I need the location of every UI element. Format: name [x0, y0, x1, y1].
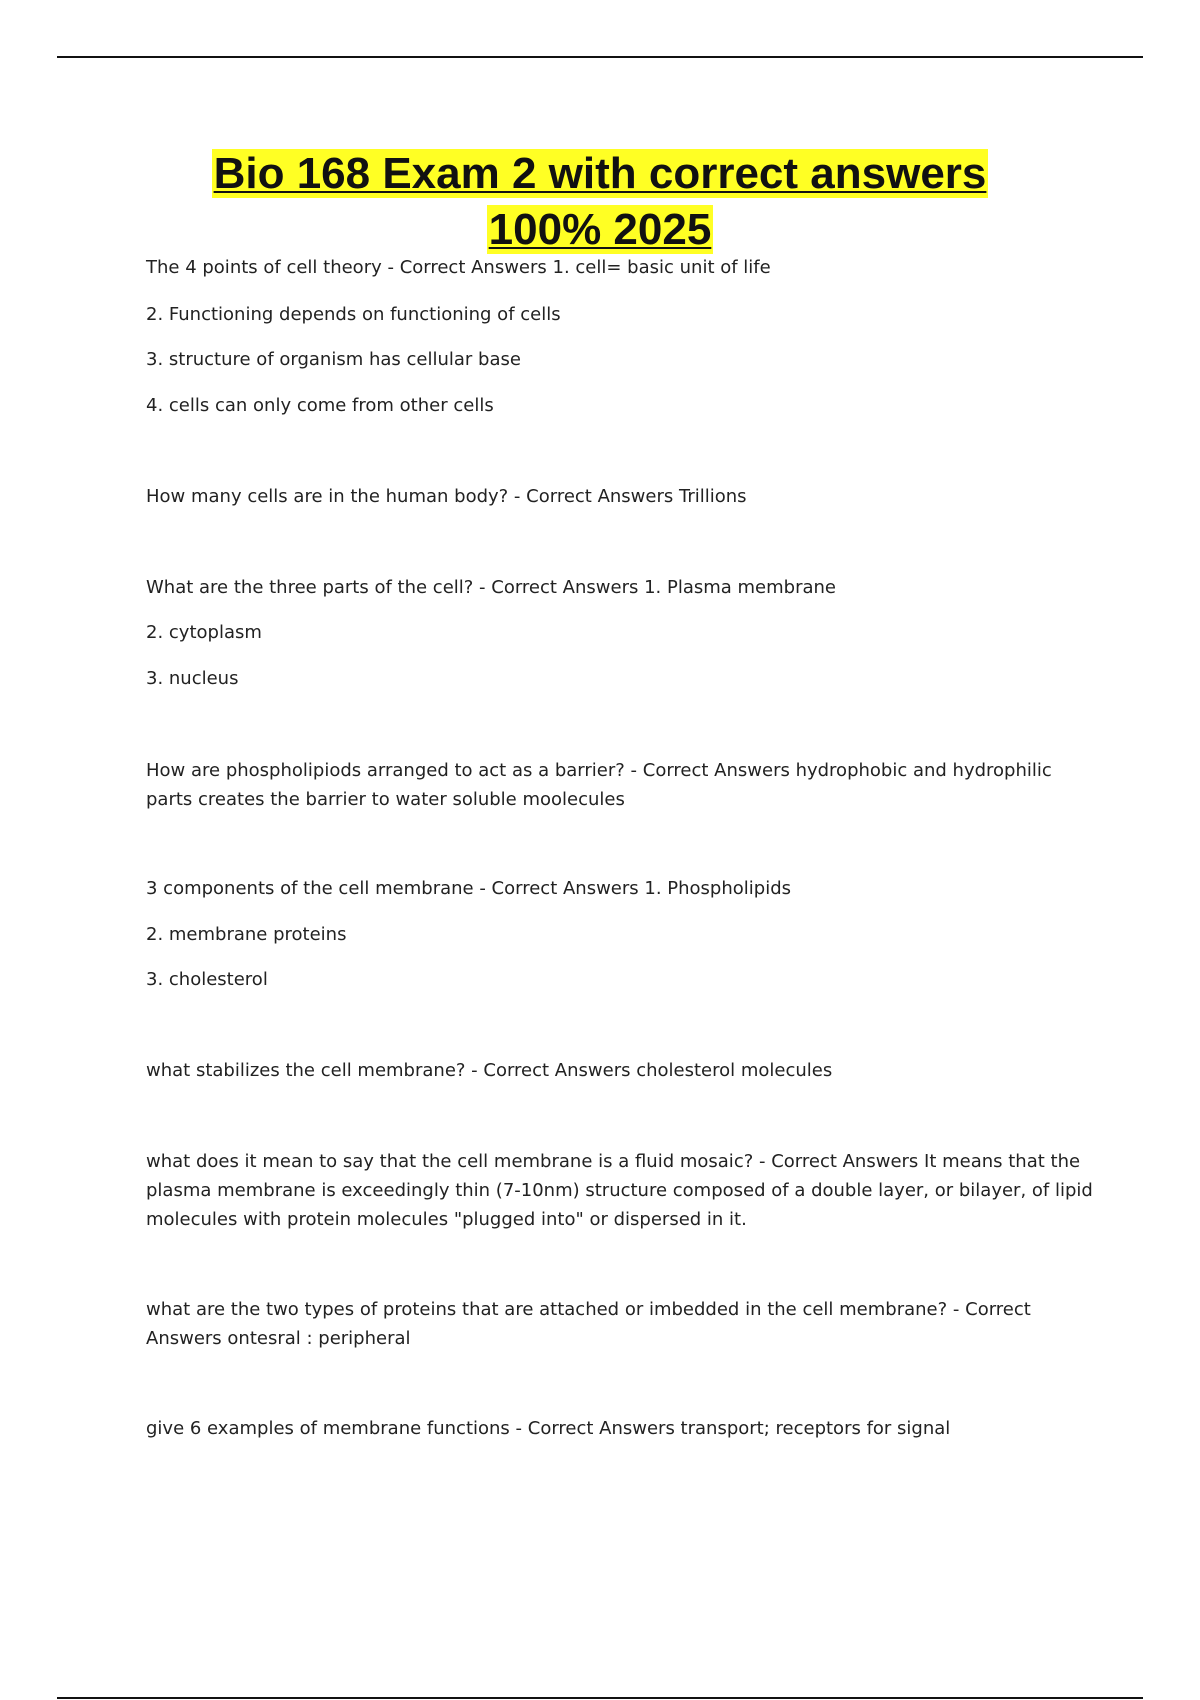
question-line: give 6 examples of membrane functions - Correct Answers transport; receptors for signal	[146, 1418, 951, 1439]
question-line: what stabilizes the cell membrane? - Correct Answers cholesterol molecules	[146, 1060, 833, 1081]
document-body	[146, 254, 1096, 1443]
qa-block-fluid-mosaic	[146, 1147, 1096, 1234]
title-line-1: Bio 168 Exam 2 with correct answers	[213, 149, 987, 198]
top-rule	[57, 56, 1143, 58]
question-line: 3 components of the cell membrane - Correct Answers 1. Phospholipids	[146, 878, 791, 899]
qa-block-membrane-proteins	[146, 1295, 1096, 1353]
qa-block-membrane-components	[146, 875, 1096, 994]
question-line: what does it mean to say that the cell membrane is a fluid mosaic? - Correct Answers It means that the plasma membrane is exceedingly thin (7-10nm) structure composed of a double layer, or bilayer, of lipid molecules with protein molecules "plugged into" or dispersed in it.	[146, 1151, 1093, 1230]
qa-block-cell-parts	[146, 574, 1096, 693]
answer-item: 2. Functioning depends on functioning of cells	[146, 304, 561, 325]
qa-block-cell-theory	[146, 254, 1096, 420]
answer-item: 3. nucleus	[146, 668, 239, 689]
qa-block-phospholipids	[146, 756, 1096, 814]
qa-block-cell-count	[146, 483, 1096, 511]
answer-item: 2. cytoplasm	[146, 622, 262, 643]
qa-block-membrane-functions	[146, 1415, 1096, 1443]
document-title	[0, 146, 1200, 258]
bottom-rule	[57, 1697, 1143, 1699]
title-line-2: 100% 2025	[488, 205, 712, 254]
question-line: How are phospholipiods arranged to act as a barrier? - Correct Answers hydrophobic and hydrophilic parts creates the barrier to water soluble moolecules	[146, 760, 1052, 810]
answer-item: 2. membrane proteins	[146, 924, 347, 945]
answer-item: 3. structure of organism has cellular base	[146, 349, 521, 370]
question-line: what are the two types of proteins that are attached or imbedded in the cell membrane? - Correct Answers ontesral : peripheral	[146, 1299, 1031, 1349]
question-line: How many cells are in the human body? - Correct Answers Trillions	[146, 486, 747, 507]
answer-item: 3. cholesterol	[146, 969, 268, 990]
qa-block-membrane-stabilizer	[146, 1057, 1096, 1085]
question-line: What are the three parts of the cell? - Correct Answers 1. Plasma membrane	[146, 577, 837, 598]
question-line: The 4 points of cell theory - Correct Answers 1. cell= basic unit of life	[146, 257, 771, 278]
answer-item: 4. cells can only come from other cells	[146, 395, 494, 416]
